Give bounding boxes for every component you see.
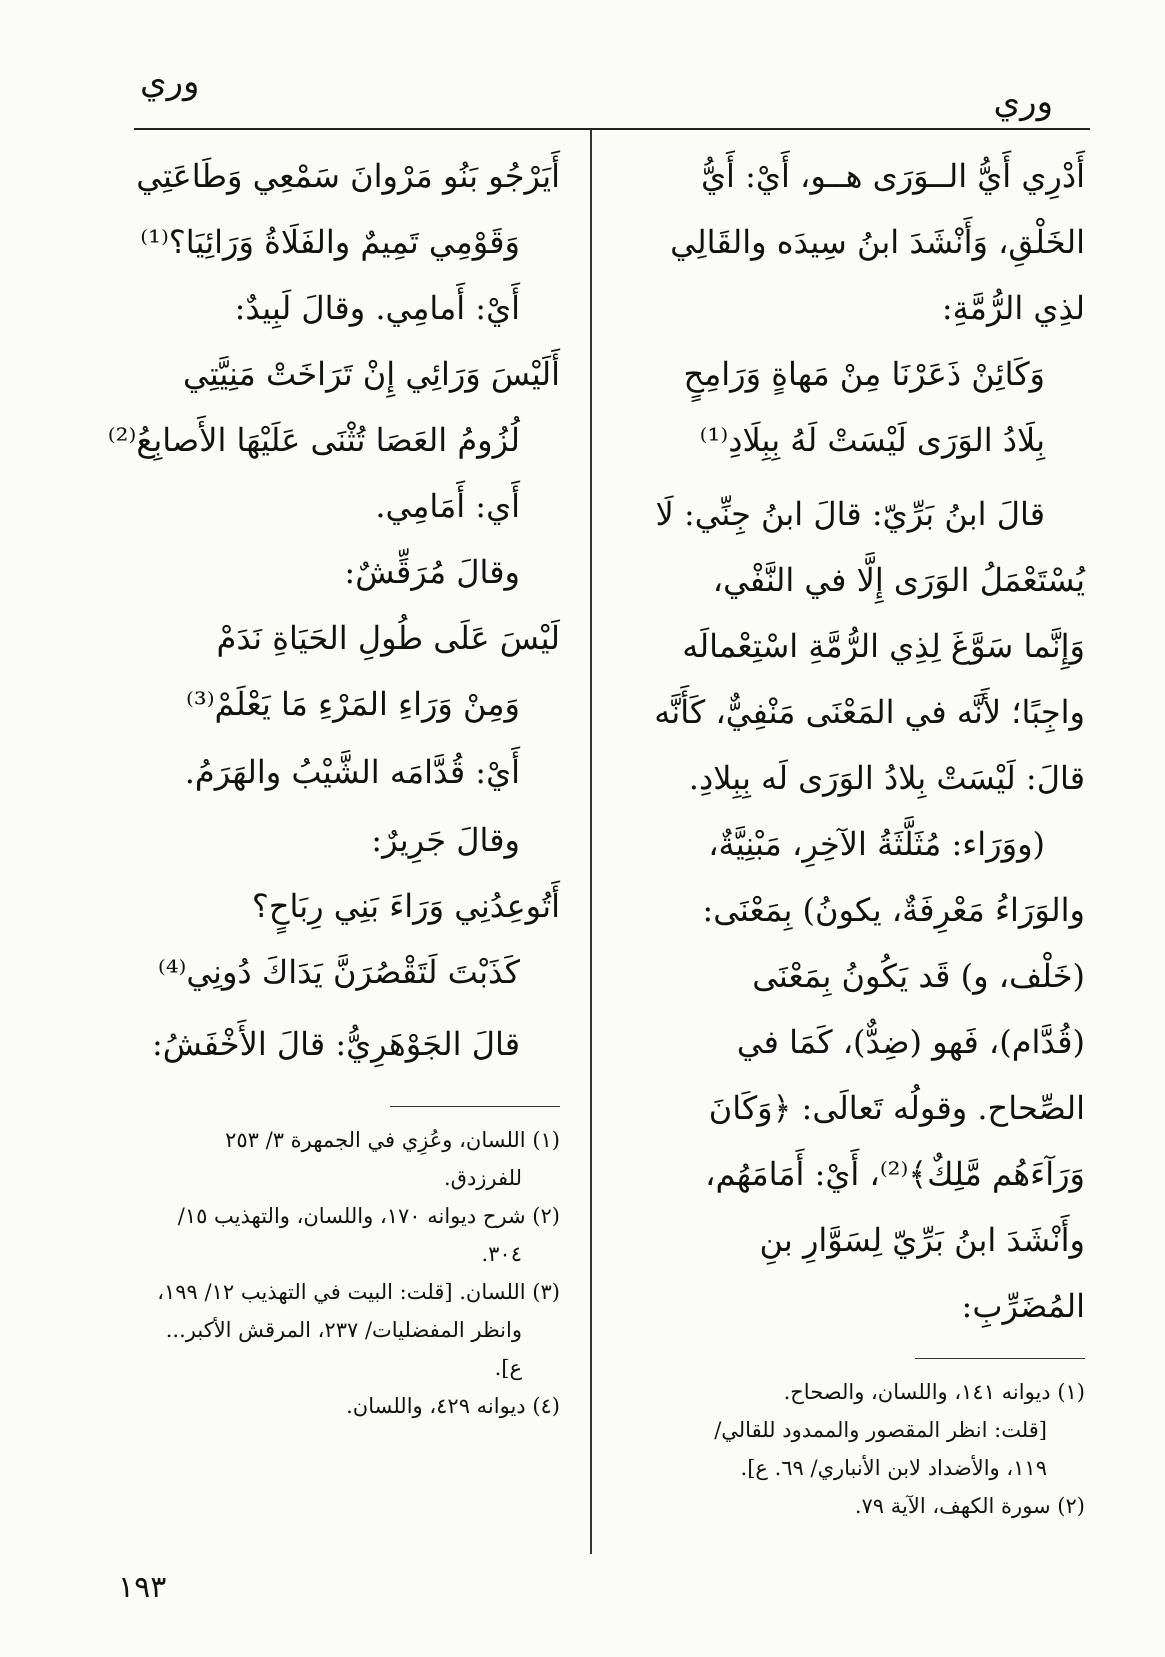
verse-line: بِلَادُ الوَرَى لَيْسَتْ لَهُ بِبِلَادِ⁽¹⁾ [699, 421, 1045, 459]
text-line: (قُدَّام)، فَهو (ضِدٌّ)، كَمَا في [736, 1023, 1085, 1061]
verse-line: كَذَبْتَ لَتَقْصُرَنَّ يَدَاكَ دُونِي⁽⁴⁾ [157, 953, 520, 991]
text-line: لذِي الرُّمَّةِ: [941, 289, 1085, 327]
text-line: يُسْتَعْمَلُ الوَرَى إِلَّا في النَّفْي، [712, 561, 1085, 599]
text-line: المُضَرِّبِ: [961, 1287, 1085, 1325]
text-line: أَي: أَمَامِي. [375, 487, 520, 525]
text-line: والوَرَاءُ مَعْرِفَةٌ، يكونُ) بِمَعْنَى: [702, 891, 1085, 929]
text-line: وقالَ مُرَقِّشٌ: [344, 553, 520, 591]
footnote: ١١٩، والأضداد لابن الأنباري/ ٦٩. ع]. [740, 1456, 1047, 1480]
footnote: (٢) سورة الكهف، الآية ٧٩. [854, 1494, 1085, 1518]
text-line: وَإِنَّما سَوَّغَ لِذِي الرُّمَّةِ اسْتِعْمالَه [682, 627, 1085, 665]
footnote: للفرزدق. [443, 1166, 522, 1190]
running-header-left: وري [140, 62, 200, 102]
verse-line: وَمِنْ وَرَاءِ المَرْءِ مَا يَعْلَمْ⁽³⁾ [186, 685, 520, 723]
footnote: ع]. [494, 1356, 522, 1380]
text-line: أَدْرِي أَيُّ الــوَرَى هــو، أَيْ: أَيُّ [701, 157, 1085, 195]
verse-line: أَلَيْسَ وَرَائِي إِنْ تَرَاخَتْ مَنِيَّتِي [183, 355, 560, 393]
text-line: أَيْ: قُدَّامَه الشَّيْبُ والهَرَمُ. [184, 753, 520, 791]
text-line: قالَ ابنُ بَرِّيّ: قالَ ابنُ جِنِّي: لَا [655, 495, 1045, 533]
verse-line: لُزُومُ العَصَا تُثْنَى عَلَيْهَا الأَصابِعُ⁽²⁾ [107, 421, 520, 459]
text-line: وأَنْشَدَ ابنُ بَرِّيّ لِسَوَّارِ بنِ [759, 1221, 1085, 1259]
footnote: (٤) ديوانه ٤٢٩، واللسان. [346, 1394, 560, 1418]
footnote: (٣) اللسان. [قلت: البيت في التهذيب ١٢/ ١٩٩، [157, 1280, 560, 1304]
text-line: واجِبًا؛ لأَنَّه في المَعْنَى مَنْفِيٌّ، كَأَنَّه [654, 693, 1085, 731]
header-rule [134, 128, 1090, 130]
footnote: [قلت: انظر المقصور والممدود للقالي/ [714, 1418, 1047, 1442]
text-line: أَيْ: أَمامِي. وقالَ لَبِيدٌ: [234, 289, 520, 327]
footnote-rule [390, 1106, 560, 1107]
text-line: (خَلْف، و) قَد يَكُونُ بِمَعْنَى [752, 957, 1085, 995]
text-line: وقالَ جَرِيرٌ: [371, 821, 520, 859]
verse-line: وَقَوْمِي تَمِيمٌ والفَلَاةُ وَرَائِيَا؟⁽¹⁾ [140, 223, 520, 261]
footnote: (١) اللسان، وعُزِي في الجمهرة ٣/ ٢٥٣ [225, 1128, 560, 1152]
verse-line: أَيَرْجُو بَنُو مَرْوانَ سَمْعِي وَطَاعَتِي [136, 157, 560, 195]
footnote-rule [915, 1358, 1085, 1359]
left-column [107, 148, 560, 1425]
text-line: (ووَرَاء: مُثَلَّثَةُ الآخِرِ، مَبْنِيَّةٌ، [708, 825, 1045, 863]
footnote: (٢) شرح ديوانه ١٧٠، واللسان، والتهذيب ١٥/ [177, 1204, 560, 1228]
verse-line: لَيْسَ عَلَى طُولِ الحَيَاةِ نَدَمْ [216, 619, 560, 657]
page-number: ١٩٣ [118, 1570, 167, 1605]
text-line: الصِّحاح. وقولُه تَعالَى: ﴿وَكَانَ [708, 1089, 1085, 1127]
column-divider [590, 130, 592, 1554]
text-line: قالَ الجَوْهَرِيُّ: قالَ الأَخْفَشُ: [152, 1025, 520, 1063]
text-line: الخَلْقِ، وَأَنْشَدَ ابنُ سِيدَه والقَالِي [670, 223, 1085, 261]
text-line: وَرَآءَهُم مَّلِكٌ﴾⁽²⁾، أَيْ: أَمَامَهُم، [705, 1155, 1085, 1193]
footnote: (١) ديوانه ١٤١، واللسان، والصحاح. [783, 1380, 1085, 1404]
verse-line: وَكَائِنْ ذَعَرْنَا مِنْ مَهاةٍ وَرَامِحٍ [683, 355, 1045, 393]
text-line: قالَ: لَيْسَتْ بِلادُ الوَرَى لَه بِبِلادِ. [688, 759, 1085, 797]
right-column [630, 148, 1085, 1525]
footnote: ٣٠٤. [481, 1242, 522, 1266]
running-header-right: وري [993, 82, 1053, 122]
footnote: وانظر المفضليات/ ٢٣٧، المرقش الأكبر... [165, 1318, 522, 1342]
verse-line: أَتُوعِدُنِي وَرَاءَ بَنِي رِبَاحٍ؟ [251, 887, 560, 925]
